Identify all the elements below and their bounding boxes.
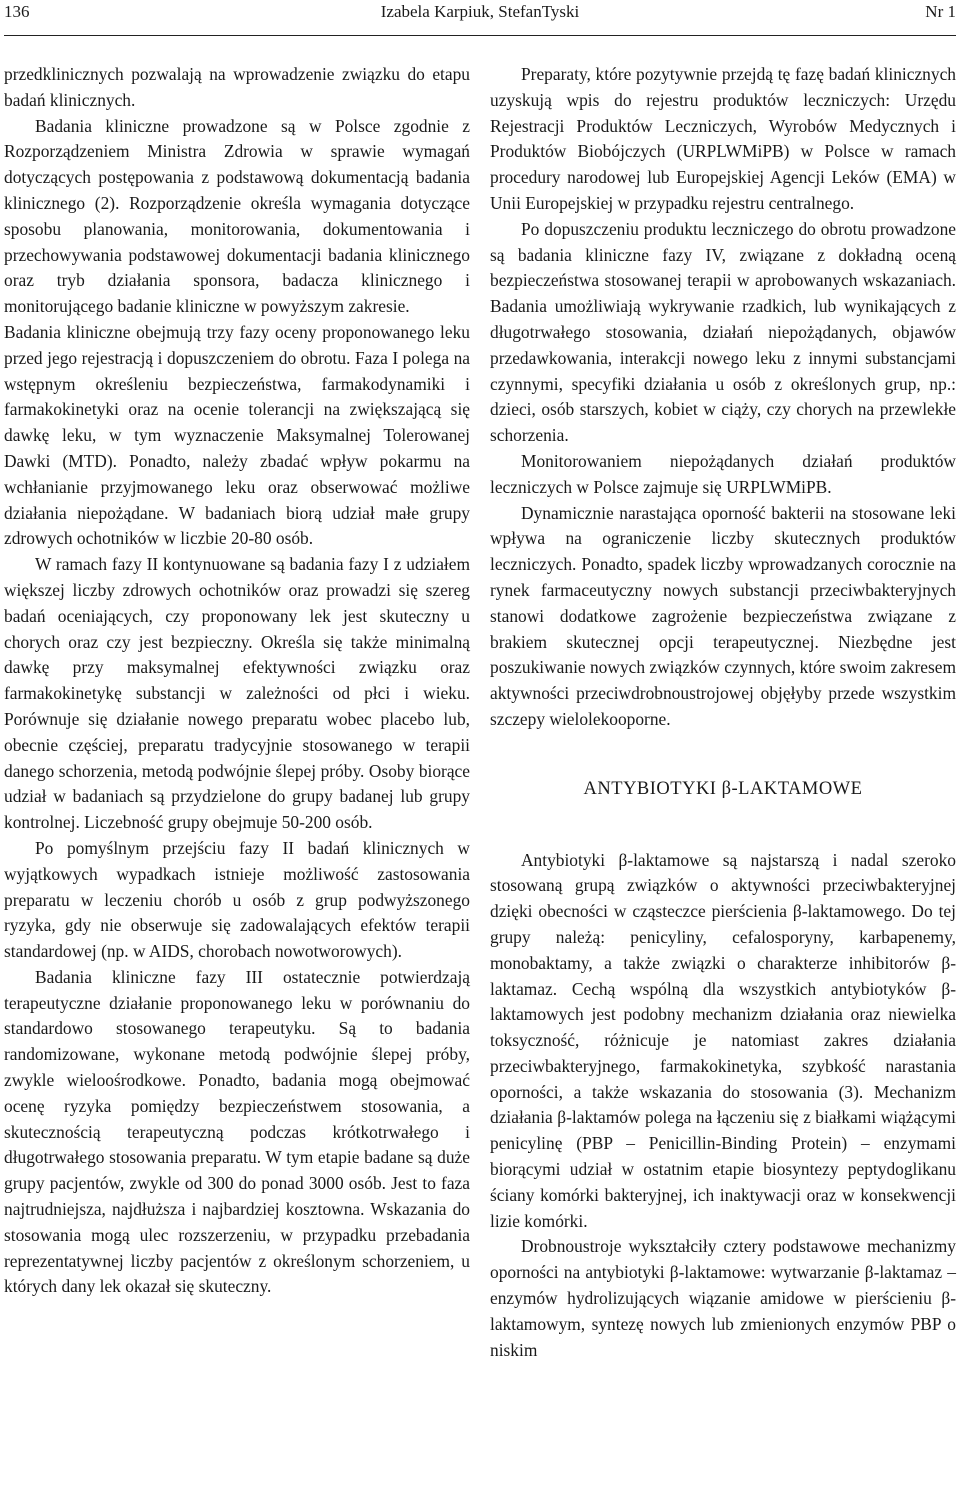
- right-column: [490, 62, 956, 1363]
- paragraph: Monitorowaniem niepożądanych działań produktów leczniczych w Polsce zajmuje się URPLWMiPB.: [490, 450, 956, 497]
- paragraph: Preparaty, które pozytywnie przejdą tę fazę badań klinicznych uzyskują wpis do rejestru produktów leczniczych: Urzędu Rejestracji Produktów Leczniczych, Wyrobów Medycznych i Produktów Biobójczych (URPLWMiPB) w Polsce w ramach procedury narodowej lub Europejskiej Agencji Leków (EMA) w Unii Europejskiej w przypadku rejestru centralnego.: [490, 64, 956, 213]
- paragraph: Antybiotyki β-laktamowe są najstarszą i nadal szeroko stosowaną grupą związków o aktywności przeciwbakteryjnej dzięki obecności w cząsteczce pierścienia β-laktamowego. Do tej grupy należą: penicyliny, cefalosporyny, karbapenemy, monobaktamy, a także związki o charakterze inhibitorów β-laktamaz. Cechą wspólną dla wszystkich antybiotyków β-laktamowych jest podobny mechanizm działania oraz niewielka toksyczność, różnicuje je natomiast zakres działania przeciwbakteryjnego, farmakokinetyka, szybkość narastania oporności, a także wskazania do stosowania (3). Mechanizm działania β-laktamów polega na łączeniu się z białkami wiążącymi penicylinę (PBP – Penicillin-Binding Protein) – enzymami biorącymi udział w ostatnim etapie biosyntezy peptydoglikanu ściany komórki bakteryjnej, ich inaktywacji oraz w konsekwencji lizie komórki.: [490, 849, 956, 1231]
- page-number: 136: [4, 2, 30, 21]
- paragraph: Drobnoustroje wykształciły cztery podstawowe mechanizmy oporności na antybiotyki β-laktamowe: wytwarzanie β-laktamaz – enzymów hydrolizujących wiązanie amidowe w pierścieniu β-laktamowym, syntezę nowych lub zmienionych enzymów PBP o niskim: [490, 1236, 956, 1360]
- section-heading: ANTYBIOTYKI β-LAKTAMOWE: [583, 778, 863, 799]
- paragraph: Badania kliniczne prowadzone są w Polsce zgodnie z Rozporządzeniem Ministra Zdrowia w sprawie wymagań dotyczących postępowania z podstawową dokumentacją badania klinicznego (2). Rozporządzenie określa wymagania dotyczące sposobu planowania, monitorowania, dokumentowania i przechowywania podstawowej dokumentacji badania klinicznego oraz tryb działania sponsora, badacza klinicznego i monitorującego badanie kliniczne w powyższym zakresie.: [4, 115, 470, 317]
- paragraph: Po pomyślnym przejściu fazy II badań klinicznych w wyjątkowych wypadkach istnieje możliwość zastosowania preparatu w leczeniu chorób u osób z grup podwyższonego ryzyka, gdy nie obserwuje się zadowalających efektów terapii standardowej (np. w AIDS, chorobach nowotworowych).: [4, 837, 470, 962]
- running-header: [4, 0, 956, 24]
- paragraph: Badania kliniczne fazy III ostatecznie potwierdzają terapeutyczne działanie proponowanego leku w porównaniu do standardowo stosowanego terapeutyku. Są to badania randomizowane, wykonane metodą podwójnie ślepej próby, zwykle wieloośrodkowe. Ponadto, badania mogą obejmować ocenę ryzyka pomiędzy bezpieczeństwem stosowania, a skutecznością terapeutyczną podczas krótkotrwałego i długotrwałego stosowania preparatu. W tym etapie badane są duże grupy pacjentów, zwykle od 300 do ponad 3000 osób. Jest to faza najtrudniejsza, najdłuższa i najbardziej kosztowna. Wskazania do stosowania mogą ulec rozszerzeniu, w przypadku przebadania reprezentatywnej liczby pacjentów z określonym schorzeniem, u których dany lek okazał się skuteczny.: [4, 966, 470, 1297]
- paragraph: Badania kliniczne obejmują trzy fazy oceny proponowanego leku przed jego rejestracją i dopuszczeniem do obrotu. Faza I polega na wstępnym określeniu bezpieczeństwa, farmakodynamiki i farmakokinetyki oraz na ocenie tolerancji na zwiększającą się dawkę leku, w tym wyznaczenie Maksymalnej Tolerowanej Dawki (MTD). Ponadto, należy zbadać wpływ pokarmu na wchłanianie przyjmowanego leku oraz obserwować możliwe działania niepożądane. W badaniach biorą udział małe grupy zdrowych ochotników w liczbie 20-80 osób.: [4, 321, 470, 549]
- header-rule: [4, 35, 956, 36]
- issue-number: Nr 1: [925, 2, 956, 21]
- running-authors: Izabela Karpiuk, StefanTyski: [380, 2, 580, 21]
- paragraph: W ramach fazy II kontynuowane są badania fazy I z udziałem większej liczby zdrowych ochotników oraz prowadzi się szereg badań oceniających, czy proponowany lek jest skuteczny u chorych oraz czy jest bezpieczny. Określa się także minimalną dawkę przy maksymalnej efektywności związku oraz farmakokinetykę substancji w zależności od płci i wieku. Porównuje się działanie nowego preparatu wobec placebo lub, obecnie częściej, preparatu tradycyjnie stosowanego w terapii danego schorzenia, metodą podwójnie ślepej próby. Osoby biorące udział w badaniach są przydzielone do grupy badanej lub grupy kontrolnej. Liczebność grupy obejmuje 50-200 osób.: [4, 554, 470, 833]
- paragraph: Po dopuszczeniu produktu leczniczego do obrotu prowadzone są badania kliniczne fazy IV, związane z dokładną oceną bezpieczeństwa stosowanej terapii w aprobowanych wskazaniach. Badania umożliwiają wykrywanie rzadkich, lub wynikających z długotrwałego stosowania, działań niepożądanych, objawów przedawkowania, interakcji nowego leku z innymi substancjami czynnymi, specyfiki działania u osób z określonych grup, np.: dzieci, osób starszych, kobiet w ciąży, czy chorych na przewlekłe schorzenia.: [490, 218, 956, 446]
- left-column: [4, 62, 470, 1300]
- paragraph: przedklinicznych pozwalają na wprowadzenie związku do etapu badań klinicznych.: [4, 64, 470, 110]
- paragraph: Dynamicznie narastająca oporność bakterii na stosowane leki wpływa na ograniczenie liczby skutecznych produktów leczniczych. Ponadto, spadek liczby wprowadzanych corocznie na rynek farmaceutyczny nowych substancji przeciwbakteryjnych stanowi dodatkowe zagrożenie bezpieczeństwa związane z brakiem skutecznej opcji terapeutycznej. Niezbędne jest poszukiwanie nowych związków czynnych, które swoim zakresem aktywności przeciwdrobnoustrojowej objęłyby przede wszystkim szczepy wielolekooporne.: [490, 502, 957, 729]
